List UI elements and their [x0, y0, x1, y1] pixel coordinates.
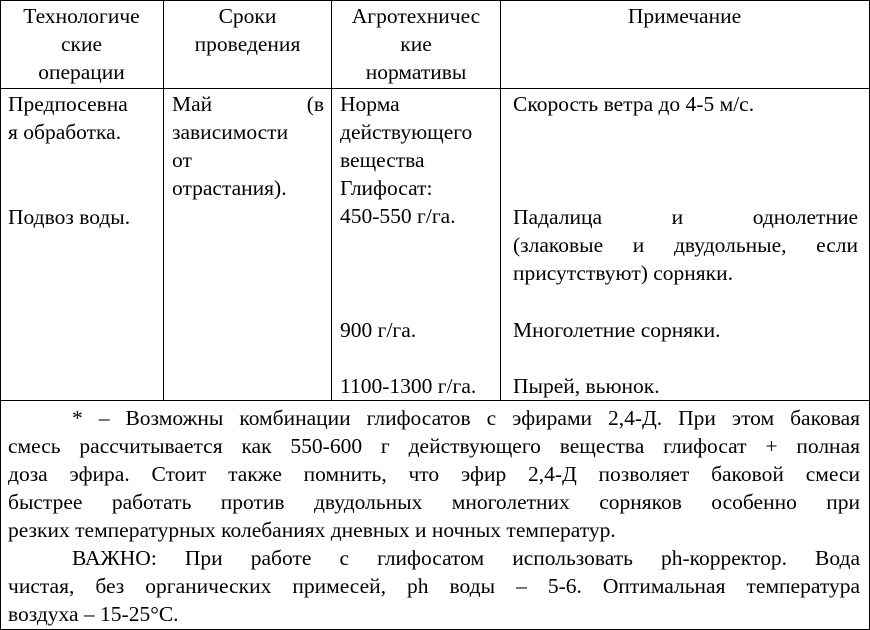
cell-operations-water — [8, 203, 158, 231]
cell-text: присутствуют) сорняки. — [513, 261, 734, 285]
cell-text: зависимости — [172, 120, 289, 144]
footnote-paragraph — [8, 404, 860, 544]
header-text: проведения — [194, 32, 301, 56]
cell-text: действующего — [340, 120, 473, 144]
cell-text: Скорость ветра до 4-5 м/с. — [513, 92, 755, 116]
cell-norms-1100 — [340, 372, 500, 400]
note-text: чистая, без органических примесей, ph воды – 5-6. Оптимальная температура — [8, 574, 860, 598]
column-divider-1 — [163, 0, 164, 400]
header-text: ские — [60, 32, 103, 56]
header-text: нормативы — [365, 60, 467, 84]
note-line — [8, 404, 860, 432]
cell-note-perennial — [513, 316, 858, 344]
header-text: Примечание — [627, 4, 742, 28]
cell-text: Предпосевна — [8, 92, 128, 116]
cell-text: я обработка. — [8, 120, 122, 144]
cell-timing — [172, 90, 324, 202]
note-text: доза эфира. Стоит также помнить, что эфир 2,4-Д позволяет баковой смеси — [8, 462, 860, 486]
cell-text: Глифосат: — [340, 176, 433, 200]
cell-text: вещества — [340, 148, 425, 172]
cell-note-couch-grass — [513, 372, 858, 400]
important-paragraph — [8, 544, 860, 628]
note-text: резких температурных колебаниях дневных и ночных температур. — [8, 518, 616, 542]
cell-note-wind — [513, 90, 858, 118]
header-timing — [164, 2, 331, 58]
header-note — [501, 2, 868, 30]
header-text: Агротехничес — [351, 4, 481, 28]
table-bottom-divider — [0, 400, 870, 401]
cell-text: Падалица и однолетние — [513, 205, 858, 229]
header-technological-operations — [0, 2, 163, 86]
cell-text: Подвоз воды. — [8, 205, 131, 229]
cell-text: отрастания). — [172, 176, 287, 200]
cell-text: от — [172, 148, 192, 172]
note-line — [8, 544, 860, 572]
cell-line — [172, 90, 324, 118]
header-text: кие — [400, 32, 432, 56]
header-text: Сроки — [218, 4, 277, 28]
cell-text: 900 г/га. — [340, 318, 417, 342]
cell-text: (злаковые и двудольные, если — [513, 233, 858, 257]
cell-text: Многолетние сорняки. — [513, 318, 721, 342]
cell-text: Норма — [340, 92, 400, 116]
note-text: воздуха – 15-25°С. — [8, 602, 179, 626]
header-text: Технологиче — [23, 4, 140, 28]
cell-norms — [340, 90, 498, 230]
cell-norms-900 — [340, 316, 498, 344]
header-divider — [0, 88, 870, 89]
cell-text: 450-550 г/га. — [340, 204, 456, 228]
cell-note-weeds — [513, 203, 858, 287]
note-text: смесь рассчитывается как 550-600 г действующего вещества глифосат + полная — [8, 434, 860, 458]
cell-text: 1100-1300 г/га. — [340, 374, 477, 398]
column-divider-3 — [500, 0, 501, 400]
cell-text: (в — [306, 92, 324, 116]
header-text: операции — [38, 60, 125, 84]
note-text: * – Возможны комбинации глифосатов с эфирами 2,4-Д. При этом баковая — [72, 406, 860, 430]
header-agrotechnical-norms — [332, 2, 500, 86]
cell-operations — [8, 90, 158, 146]
cell-text: Пырей, вьюнок. — [513, 374, 660, 398]
cell-text: Май — [172, 92, 213, 116]
note-text: быстрее работать против двудольных многолетних сорняков особенно при — [8, 490, 860, 514]
note-text: ВАЖНО: При работе с глифосатом использовать ph-корректор. Вода — [72, 546, 860, 570]
